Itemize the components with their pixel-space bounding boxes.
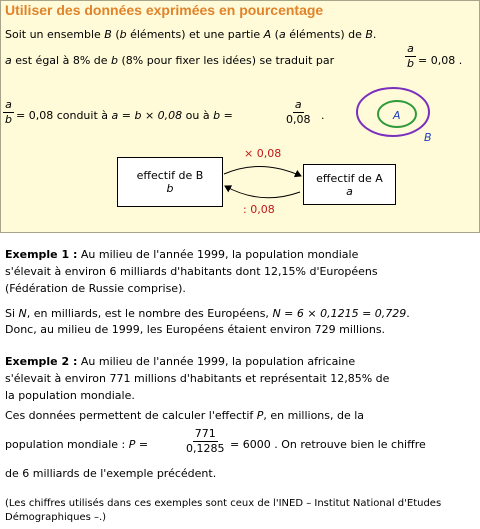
fraction-a-over-b: $\frac{a}{b}$ <box>407 42 414 70</box>
box-a-label: effectif de A <box>316 171 383 185</box>
example2-line2: s'élevait à environ 771 millions d'habitants et représentait 12,85% de <box>5 372 390 385</box>
example1-line5: Donc, au milieu de 1999, les Européens étaient environ 729 millions. <box>5 323 386 336</box>
divide-arrow <box>225 186 300 198</box>
example1-line3: (Fédération de Russie comprise). <box>5 282 186 295</box>
intro-line-2: a est égal à 8% de b (8% pour fixer les idées) se traduit par <box>5 54 335 67</box>
box-effectif-b <box>117 157 223 207</box>
footnote-line1: (Les chiffres utilisés dans ces exemples sont ceux de l'INED – Institut National d'Etudes <box>5 498 442 509</box>
example2-line5a: population mondiale : P = <box>5 438 149 451</box>
fraction-a-over-008: $\frac{a}{0,08}$ <box>286 98 311 126</box>
relation-line: = 0,08 conduit à a = b × 0,08 ou à b = <box>16 109 233 122</box>
box-effectif-a <box>303 164 396 205</box>
example2-line5b: = 6000 . On retrouve bien le chiffre <box>230 438 426 451</box>
intro-line-1: Soit un ensemble B (b éléments) et une partie A (a éléments) de B. <box>5 28 377 41</box>
section-title: Utiliser des données exprimées en pourcentage <box>5 2 324 18</box>
multiply-arrow <box>224 166 301 176</box>
multiply-label: × 0,08 <box>244 147 282 160</box>
fraction-771-over-01285: $\frac{771}{0,1285}$ <box>186 427 225 455</box>
example1-line4: Si N, en milliards, est le nombre des Européens, N = 6 × 0,1215 = 0,729. <box>5 307 410 320</box>
relation-line-end: . <box>321 109 325 122</box>
fraction-a-over-b-2: $\frac{a}{b}$ <box>5 98 12 126</box>
example2-line6: de 6 milliards de l'exemple précédent. <box>5 467 217 480</box>
set-b-label: B <box>424 131 432 144</box>
intro-line-2-end: = 0,08 . <box>418 54 463 67</box>
box-b-var: b <box>166 182 174 195</box>
divide-label: : 0,08 <box>243 203 275 216</box>
example2-line1: Exemple 2 : Au milieu de l'année 1999, la population africaine <box>5 355 356 368</box>
example1-line2: s'élevait à environ 6 milliards d'habitants dont 12,15% d'Européens <box>5 265 378 278</box>
example1-line1: Exemple 1 : Au milieu de l'année 1999, la population mondiale <box>5 248 359 261</box>
box-b-label: effectif de B <box>136 169 204 182</box>
venn-diagram <box>350 86 440 146</box>
footnote-line2: Démographiques –.) <box>5 512 107 523</box>
example2-line3: la population mondiale. <box>5 389 135 402</box>
set-a-label: A <box>393 109 401 122</box>
example2-line4: Ces données permettent de calculer l'effectif P, en millions, de la <box>5 409 365 422</box>
box-a-var: a <box>346 184 353 198</box>
